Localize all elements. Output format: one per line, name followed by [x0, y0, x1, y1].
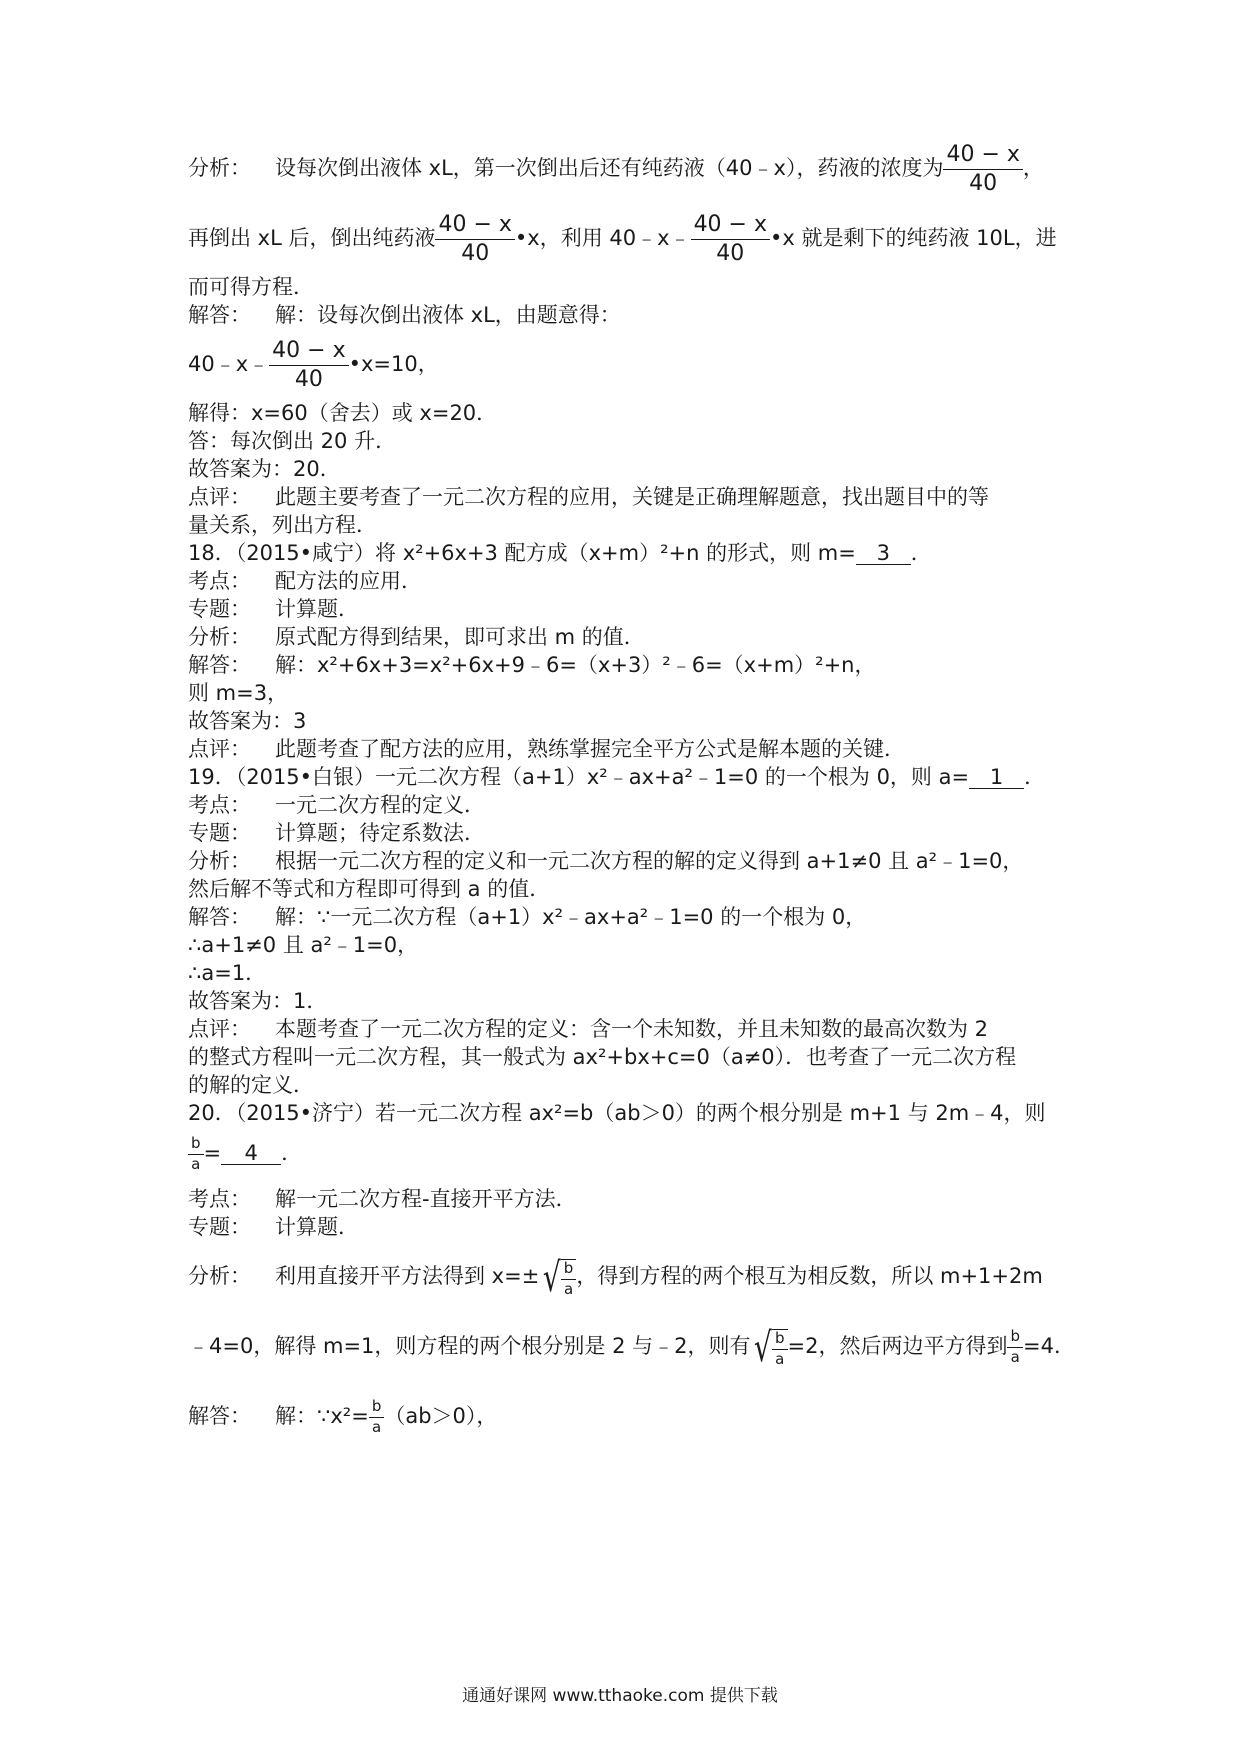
q20-point: 考点： 解一元二次方程-直接开平方法．: [188, 1187, 577, 1211]
q20-topic: 专题： 计算题．: [188, 1215, 359, 1239]
q19-answer-line-4: 故答案为：1．: [188, 989, 328, 1013]
q19-point: 考点： 一元二次方程的定义．: [188, 793, 485, 817]
analysis-label: 分析：: [188, 156, 251, 180]
q19-analysis-line-2: 然后解不等式和方程即可得到 a 的值．: [188, 877, 551, 901]
q19-analysis-line-1: 分析： 根据一元二次方程的定义和一元二次方程的解的定义得到 a+1≠0 且 a²﹣1=0，: [188, 849, 1024, 873]
q17-analysis-line-1: 分析： 设每次倒出液体 xL，第一次倒出后还有纯药液（40﹣x），药液的浓度为 $\frac{40 - x}{40}$ ，: [188, 133, 1056, 203]
q18-stem: 18．（2015•咸宁）将 x²+6x+3 配方成（x+m）²+n 的形式，则 m= 3 ．: [188, 541, 932, 565]
q19-comment-line-3: 的解的定义．: [188, 1073, 314, 1097]
q17-answer-line-2: 40﹣x﹣ $\frac{40 - x}{40}$ •x=10，: [188, 338, 439, 392]
q17-answer-line-5: 故答案为：20．: [188, 457, 341, 481]
q19-topic: 专题： 计算题；待定系数法．: [188, 821, 485, 845]
answer-label: 解答：: [188, 303, 251, 327]
q20-answer-line-1: 解答： 解：∵x²= $\frac{b}{a}$ （ab＞0），: [188, 1396, 498, 1436]
q17-answer-line-3: 解得：x=60（舍去）或 x=20．: [188, 401, 498, 425]
fraction-40-minus-x-over-40: $\frac{40 - x}{40}$: [269, 339, 348, 390]
answer-blank: 3: [856, 542, 911, 565]
q18-point: 考点： 配方法的应用．: [188, 569, 422, 593]
q18-comment: 点评： 此题考查了配方法的应用，熟练掌握完全平方公式是解本题的关键．: [188, 737, 905, 761]
answer-blank: 1: [969, 766, 1024, 789]
document-page: [188, 133, 1075, 1451]
sqrt-b-over-a: √ $\frac{b}{a}$: [539, 1242, 576, 1312]
page-footer: 通通好课网 www.tthaoke.com 提供下载: [462, 1686, 778, 1706]
q17-analysis-text: 设每次倒出液体 xL，第一次倒出后还有纯药液（40﹣x），药液的浓度为: [275, 156, 944, 180]
q19-answer-line-3: ∴a=1．: [188, 961, 267, 985]
fraction-b-over-a: $\frac{b}{a}$: [369, 1399, 385, 1436]
q17-comment-line-1: 点评： 此题主要考查了一元二次方程的应用，关键是正确理解题意，找出题目中的等: [188, 485, 989, 509]
q19-stem: 19．（2015•白银）一元二次方程（a+1）x²﹣ax+a²﹣1=0 的一个根为 0，则 a= 1 ．: [188, 765, 1046, 789]
q18-answer-line-1: 解答： 解：x²+6x+3=x²+6x+9﹣6=（x+3）²﹣6=（x+m）²+n，: [188, 653, 876, 677]
q19-comment-line-2: 的整式方程叫一元二次方程，其一般式为 ax²+bx+c=0（a≠0）．也考查了一元二次方程: [188, 1045, 1017, 1069]
q19-answer-line-2: ∴a+1≠0 且 a²﹣1=0，: [188, 933, 419, 957]
q20-stem-line-1: 20．（2015•济宁）若一元二次方程 ax²=b（ab＞0）的两个根分别是 m+1 与 2m﹣4，则: [188, 1101, 1046, 1125]
q17-answer-line-4: 答：每次倒出 20 升．: [188, 429, 397, 453]
q20-analysis-line-2: ﹣4=0，解得 m=1，则方程的两个根分别是 2 与﹣2，则有√ $\frac{b}{a}$ =2，然后两边平方得到 $\frac{b}{a}$ =4．: [188, 1311, 1056, 1381]
q19-comment-line-1: 点评： 本题考查了一元二次方程的定义：含一个未知数，并且未知数的最高次数为 2: [188, 1017, 989, 1041]
fraction-40-minus-x-over-40: $\frac{40 - x}{40}$: [691, 213, 770, 264]
q18-topic: 专题： 计算题．: [188, 597, 359, 621]
sqrt-b-over-a: √ $\frac{b}{a}$: [750, 1312, 787, 1382]
fraction-b-over-a: $\frac{b}{a}$: [1007, 1329, 1023, 1366]
q17-answer-line-1: 解答： 解：设每次倒出液体 xL，由题意得：: [188, 303, 621, 327]
q17-analysis-line-2: 再倒出 xL 后，倒出纯药液 $\frac{40 - x}{40}$ •x，利用 40﹣x﹣ $\frac{40 - x}{40}$ •x 就是剩下的纯药液 10L，进: [188, 212, 1057, 266]
q17-comment-line-2: 量关系，列出方程．: [188, 513, 377, 537]
q18-analysis: 分析： 原式配方得到结果，即可求出 m 的值．: [188, 625, 645, 649]
q19-answer-line-1: 解答： 解：∵一元二次方程（a+1）x²﹣ax+a²﹣1=0 的一个根为 0，: [188, 905, 867, 929]
q20-stem-line-2: $\frac{b}{a}$ = 4 ．: [188, 1127, 1056, 1179]
q17-analysis-line-3: 而可得方程．: [188, 275, 314, 299]
q18-answer-line-3: 故答案为：3: [188, 709, 307, 733]
q20-analysis-line-1: 分析： 利用直接开平方法得到 x=±√ $\frac{b}{a}$ ，得到方程的两个根互为相反数，所以 m+1+2m: [188, 1241, 1056, 1311]
comment-label: 点评：: [188, 485, 251, 509]
fraction-40-minus-x-over-40: $\frac{40 - x}{40}$: [435, 213, 514, 264]
answer-blank: 4: [221, 1142, 281, 1165]
fraction-b-over-a: $\frac{b}{a}$: [188, 1136, 204, 1173]
fraction-40-minus-x-over-40: $\frac{40 - x}{40}$: [943, 143, 1022, 194]
q18-answer-line-2: 则 m=3，: [188, 681, 289, 705]
